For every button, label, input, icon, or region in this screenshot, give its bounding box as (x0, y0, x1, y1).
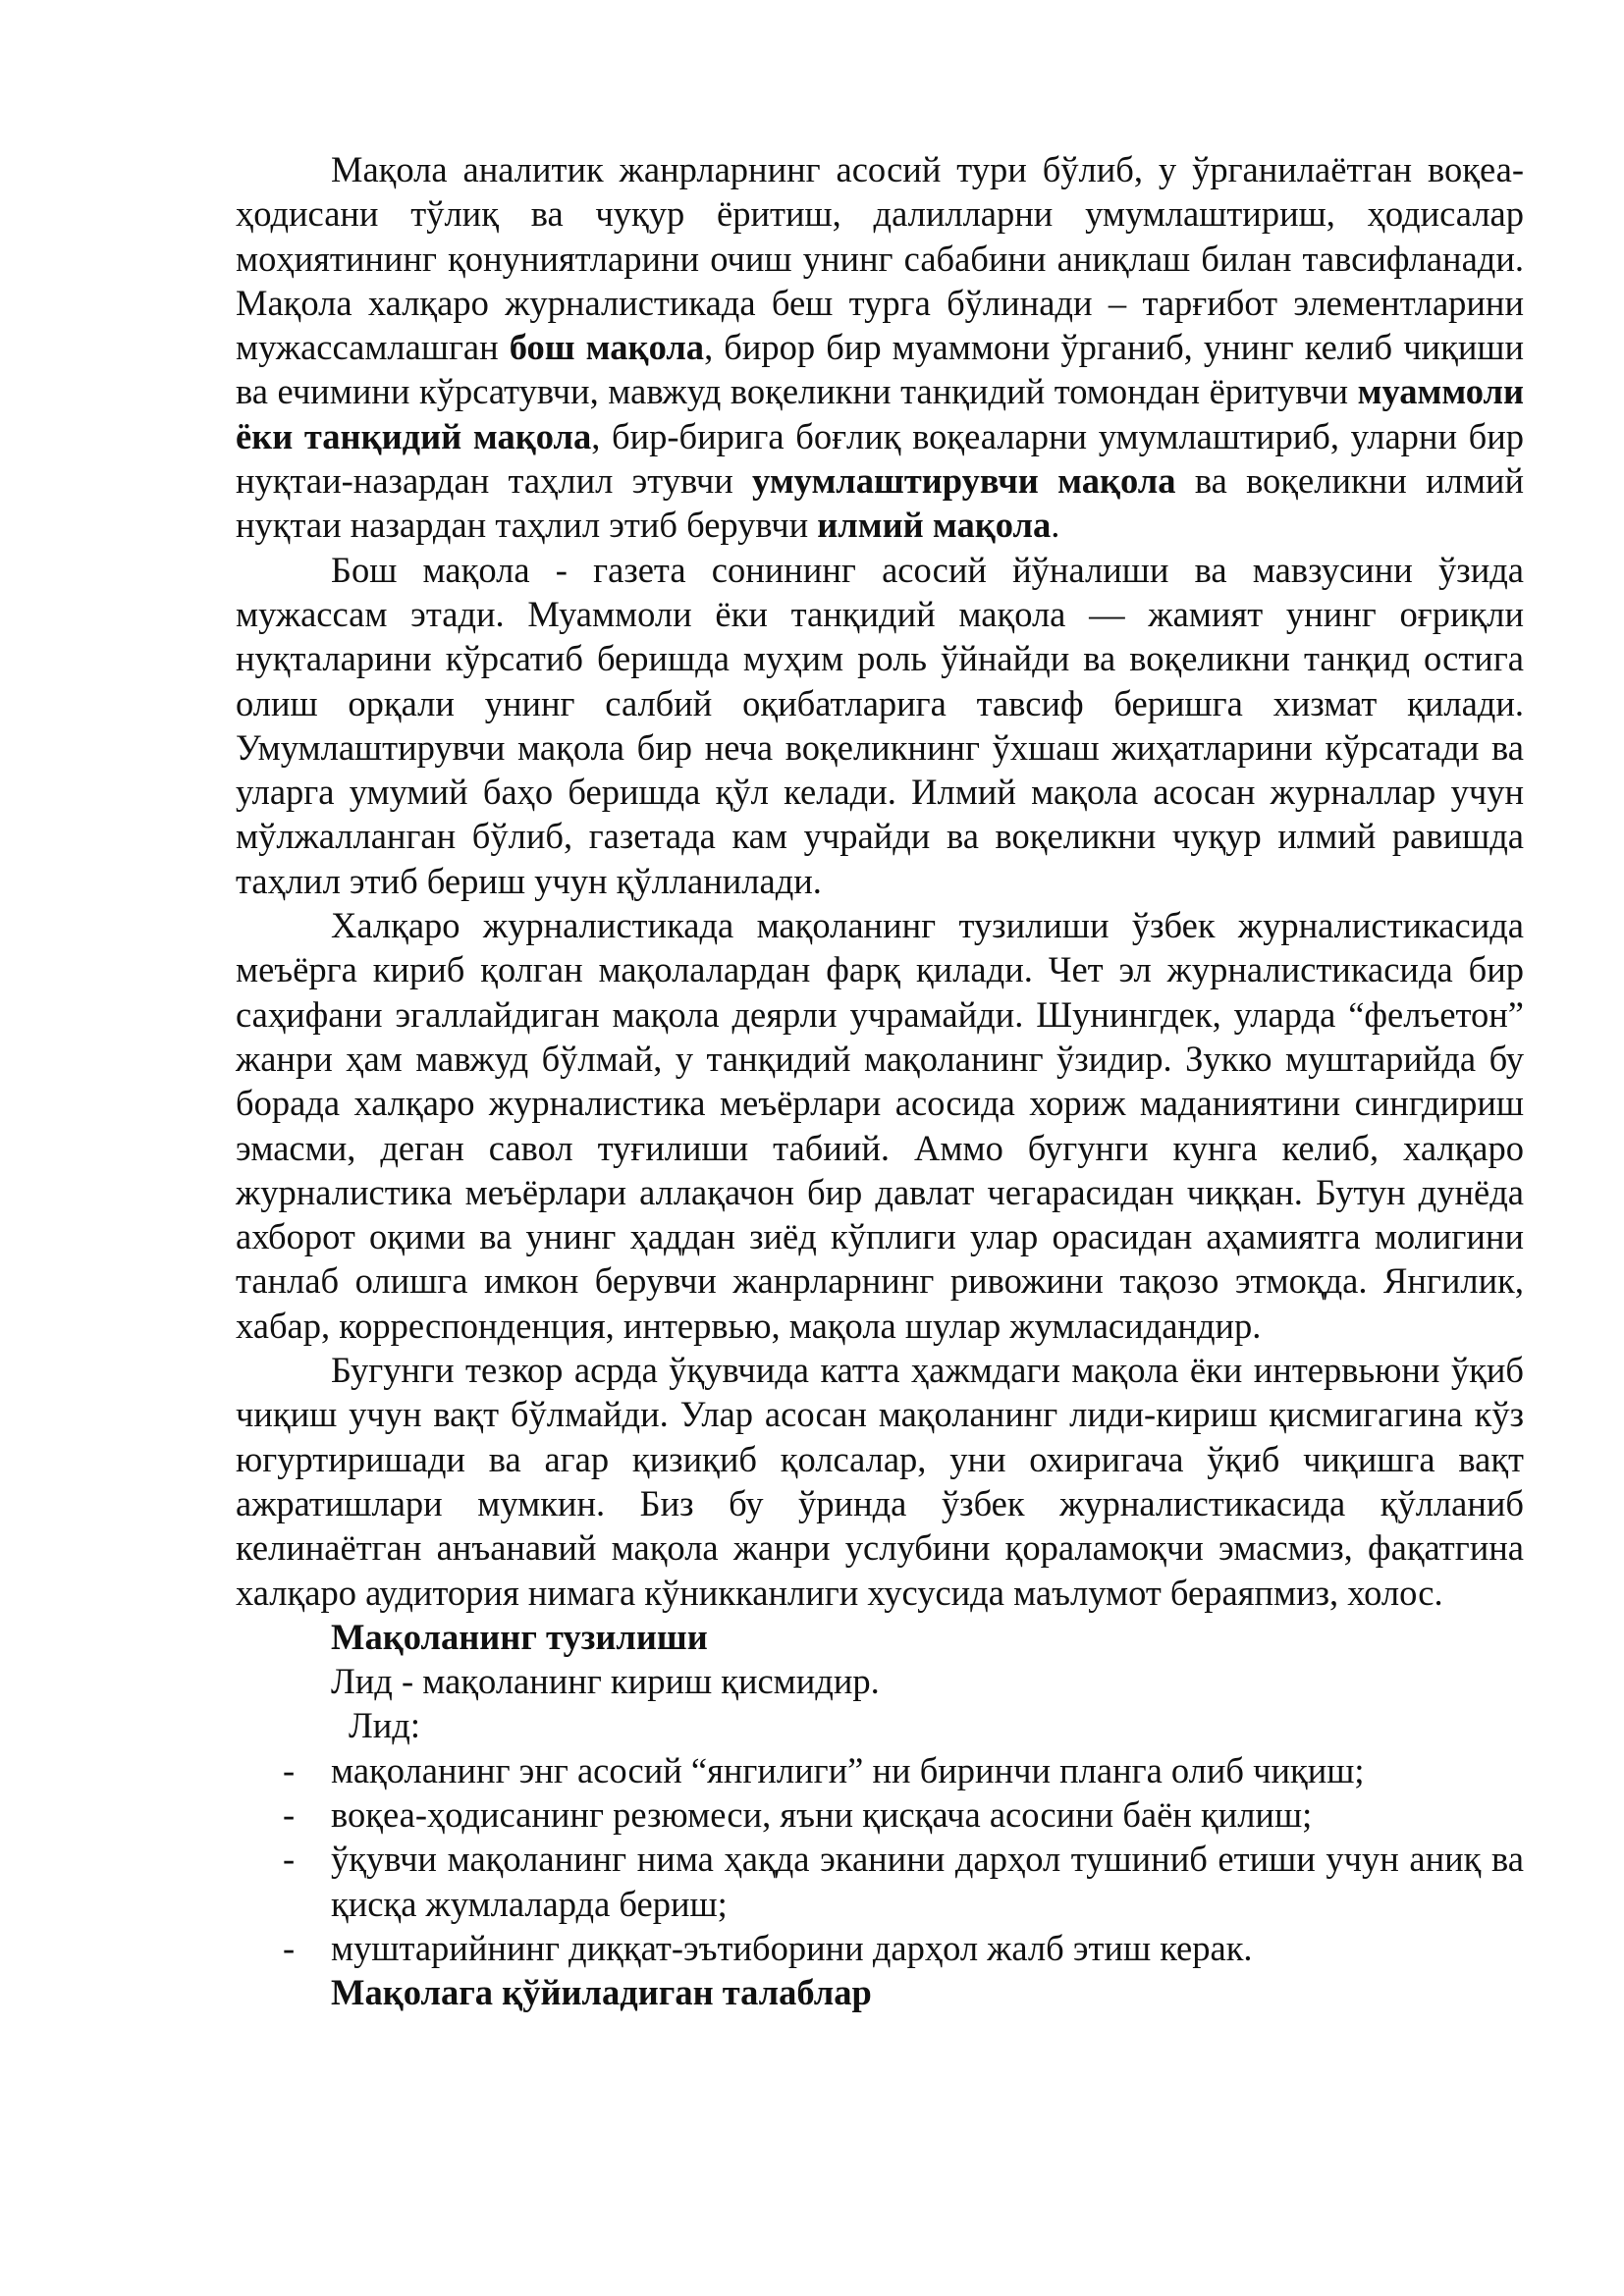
text-segment: Бугунги тезкор асрда ўқувчида катта ҳажмдаги мақола ёки интервьюни ўқиб чиқиш учун вақт бўлмайди. Улар асосан мақоланинг лиди-кириш қисмигагина кўз югуртиришади ва агар қизиқиб қолсалар, уни охиригача ўқиб чиқишга вақт ажратишлари мумкин. Биз бу ўринда ўзбек журналистикасида қўлланиб келинаётган анъанавий мақола жанри услубини қораламоқчи эмасмиз, фақатгина халқаро аудитория нимага кўникканлиги хусусида маълумот бераяпмиз, холос. (236, 1350, 1524, 1613)
paragraph-international-structure (236, 903, 1524, 1348)
section-heading-requirements: Мақолага қўйиладиган талаблар (331, 1972, 872, 2013)
term-lead-article: бош мақола (509, 327, 705, 368)
document-page (236, 147, 1524, 2014)
list-item (236, 1748, 1524, 1792)
list-item (236, 1792, 1524, 1837)
list-item (236, 1837, 1524, 1926)
text-segment: , бир-бирига боғлиқ воқеаларни умумлаштириб, уларни бир нуқтаи-назардан таҳлил этувчи (236, 415, 1525, 502)
text-segment: Бош мақола - газета сонининг асосий йўналиши ва мавзусини ўзида мужассам этади. Муаммоли ёки танқидий мақола — жамият унинг оғриқли нуқталарини кўрсатиб беришда муҳим роль ўйнайди ва воқеликни танқид остига олиш орқали унинг салбий оқибатларига тавсиф беришга хизмат қилади. Умумлаштирувчи мақола бир неча воқеликнинг ўхшаш жиҳатларини кўрсатади ва уларга умумий баҳо беришда қўл келади. Илмий мақола асосан журналлар учун мўлжалланган бўлиб, газетада кам учрайди ва воқеликни чуқур илмий равишда таҳлил этиб бериш учун қўлланилади. (236, 549, 1524, 901)
dash-marker: - (283, 1749, 296, 1790)
list-item-text: мақоланинг энг асосий “янгилиги” ни биринчи планга олиб чиқиш; (331, 1749, 1365, 1790)
list-item-text: муштарийнинг диққат-эътиборини дарҳол жалб этиш керак. (331, 1927, 1253, 1968)
lead-requirements-list (236, 1748, 1524, 1970)
term-scientific-article: илмий мақола (817, 505, 1052, 546)
list-item (236, 1926, 1524, 1970)
term-generalizing-article: умумлаштирувчи мақола (752, 460, 1176, 502)
paragraph-reader-time (236, 1348, 1524, 1615)
dash-marker: - (283, 1839, 296, 1880)
term-problem-article: муаммоли ёки танқидий мақола (236, 371, 1524, 456)
text-segment: Мақола аналитик жанрларнинг асосий тури бўлиб, у ўрганилаётган воқеа-ҳодисани тўлиқ ва чуқур ёритиш, далилларни умумлаштириш, ҳодисалар моҳиятининг қонуниятларини очиш унинг сабабини аниқлаш билан тавсифланади. Мақола халқаро журналистикада беш турга бўлинади – тарғибот элементларини мужассамлашган (236, 149, 1524, 368)
dash-marker: - (283, 1927, 296, 1968)
section-heading-structure: Мақоланинг тузилиши (331, 1616, 708, 1657)
list-item-text: воқеа-ҳодисанинг резюмеси, яъни қисқача асосини баён қилиш; (331, 1793, 1313, 1835)
lead-definition: Лид - мақоланинг кириш қисмидир. (331, 1661, 880, 1702)
text-segment: Халқаро журналистикада мақоланинг тузилиши ўзбек журналистикасида меъёрга кириб қолган мақолалардан фарқ қилади. Чет эл журналистикасида бир саҳифани эгаллайдиган мақола деярли учрамайди. Шунингдек, уларда “фелъетон” жанри ҳам мавжуд бўлмай, у танқидий мақоланинг ўзидир. Зукко муштарийда бу борада халқаро журналистика меъёрлари асосида хориж маданиятини сингдириш эмасми, деган савол туғилиши табиий. Аммо бугунги кунга келиб, халқаро журналистика меъёрлари аллақачон бир давлат чегарасидан чиққан. Бутун дунёда ахборот оқими ва унинг ҳаддан зиёд кўплиги улар орасидан аҳамиятга молигини танлаб олишга имкон берувчи жанрларнинг ривожини тақозо этмоқда. Янгилик, хабар, корреспонденция, интервью, мақола шулар жумласидандир. (236, 905, 1524, 1346)
text-segment: ва воқеликни илмий нуқтаи назардан таҳлил этиб берувчи (236, 460, 1524, 546)
paragraph-article-descriptions (236, 548, 1524, 903)
text-segment: , бирор бир муаммони ўрганиб, унинг келиб чиқиши ва ечимини кўрсатувчи, мавжуд воқеликни танқидий томондан ёритувчи (236, 327, 1524, 412)
list-item-text: ўқувчи мақоланинг нима ҳақда эканини дарҳол тушиниб етиши учун аниқ ва қисқа жумлаларда бериш; (331, 1839, 1524, 1924)
lead-label: Лид: (349, 1705, 420, 1746)
paragraph-article-types (236, 147, 1524, 548)
dash-marker: - (283, 1793, 296, 1835)
text-segment: . (1051, 505, 1060, 546)
